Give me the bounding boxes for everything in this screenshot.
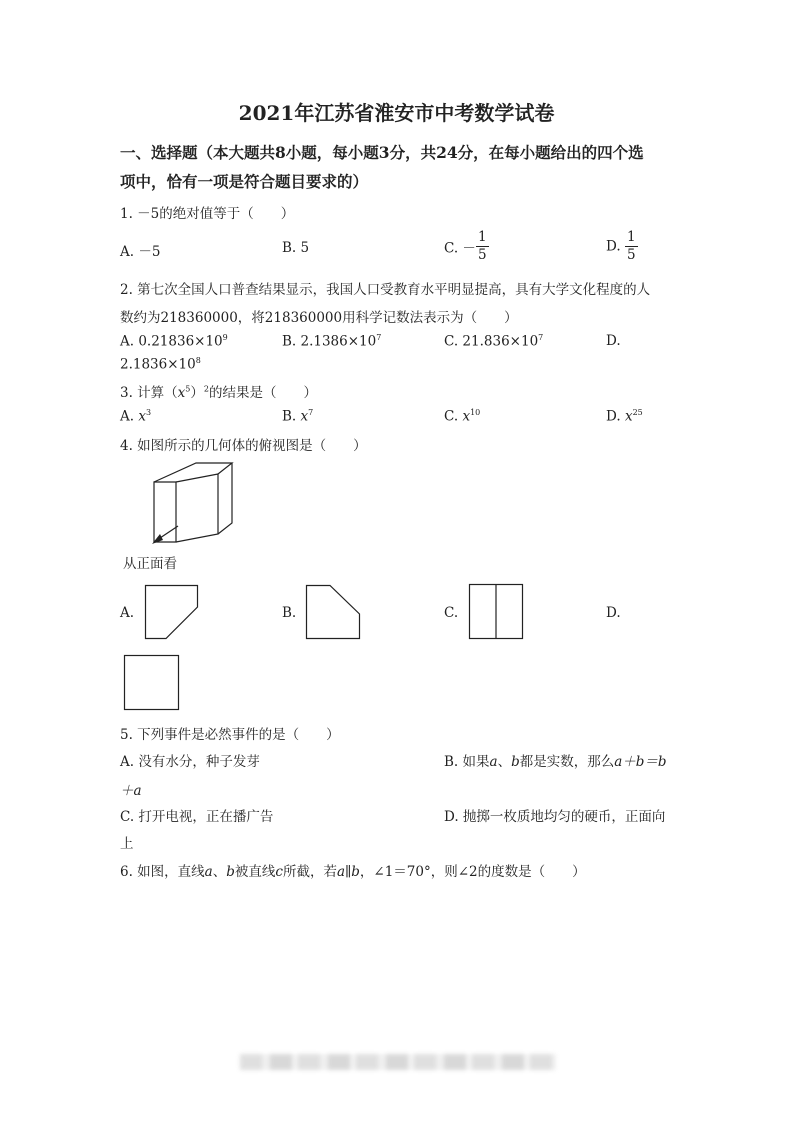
q4-option-c-figure: [469, 584, 523, 639]
q3-stem-exp: 5: [185, 384, 191, 394]
q3-stem-part3: 的结果是（ ）: [208, 385, 317, 401]
section-header-line1: 一、选择题（本大题共8小题，每小题3分，共24分，在每小题给出的四个选: [120, 143, 644, 162]
q4-view-label: 从正面看: [123, 556, 177, 572]
q2-option-b-text: B. 2.1386×10: [282, 333, 377, 350]
q2-option-c-exponent: 7: [538, 333, 544, 342]
q5-option-d-continued: 上: [120, 836, 134, 852]
q5-b-part2: 都是实数，那么: [519, 754, 615, 770]
q2-option-c-text: C. 21.836×10: [444, 333, 539, 350]
q1-option-c: [444, 229, 489, 264]
q3-option-c-var: x: [462, 408, 471, 425]
q6-var-a: a: [204, 864, 213, 880]
q2-option-a-text: A. 0.21836×10: [120, 333, 223, 350]
q1-c-numerator: 1: [477, 229, 487, 245]
q1-option-d-label: D.: [606, 238, 621, 255]
q4-option-d-label: D.: [606, 605, 621, 621]
q3-option-c-label: C.: [444, 408, 463, 425]
q2-stem-line1: 2. 第七次全国人口普查结果显示，我国人口受教育水平明显提高，具有大学文化程度的人: [120, 282, 651, 298]
section-header-line2: 项中，恰有一项是符合题目要求的）: [120, 172, 369, 191]
q5-option-b: [444, 750, 667, 770]
q6-part1: 6. 如图，直线: [120, 864, 205, 880]
q2-option-c: [444, 333, 543, 350]
q5-option-c: C. 打开电视，正在播广告: [120, 809, 274, 825]
q6-var-c: c: [275, 864, 283, 880]
q3-option-a-var: x: [138, 408, 146, 425]
q6-part4: ，∠1＝70°，则∠2的度数是（ ）: [359, 864, 586, 880]
q2-option-d: D.: [606, 333, 621, 349]
q3-option-d-exp: 25: [632, 408, 643, 417]
q5-option-b-continued: [120, 779, 142, 799]
q3-stem-exp2: 2: [203, 384, 209, 394]
q3-option-a: [120, 408, 151, 425]
q4-option-b-figure: [306, 585, 360, 639]
q4-option-c-label: C.: [444, 605, 459, 621]
q2-option-a-exponent: 9: [222, 333, 228, 342]
exam-title: 2021年江苏省淮安市中考数学试卷: [238, 101, 555, 125]
q6-var-b: b: [226, 864, 235, 880]
q4-option-a-figure: [145, 585, 198, 639]
q1-option-b: B. 5: [282, 240, 310, 256]
q3-option-d-label: D.: [606, 408, 625, 425]
q5-b-equation-cont: ＋a: [120, 783, 142, 799]
q5-b-var-b: b: [511, 754, 520, 770]
q1-option-c-fraction: [476, 229, 489, 264]
q3-stem-part1: 3. 计算（: [120, 385, 178, 401]
footer-watermark: [240, 1054, 556, 1070]
q3-option-a-label: A.: [120, 408, 139, 425]
q1-option-c-label: C. －: [444, 240, 476, 257]
q3-stem: [120, 381, 317, 401]
q5-stem: 5. 下列事件是必然事件的是（ ）: [120, 727, 340, 743]
q2-option-d-continued: [120, 356, 201, 373]
q2-option-d-exponent: 8: [195, 356, 201, 365]
q2-option-a: [120, 333, 228, 350]
q3-option-b-var: x: [300, 408, 309, 425]
q1-c-denominator: 5: [477, 246, 487, 263]
q3-stem-var: x: [177, 385, 186, 401]
q5-b-part1: B. 如果: [444, 754, 490, 770]
q1-option-d: [606, 229, 638, 264]
q4-stem: 4. 如图所示的几何体的俯视图是（ ）: [120, 438, 367, 454]
q2-stem-line2: 数约为218360000，将218360000用科学记数法表示为（ ）: [120, 310, 518, 326]
q5-b-sep: 、: [497, 754, 512, 770]
q1-stem: 1. －5的绝对值等于（ ）: [120, 206, 295, 222]
q6-stem: [120, 860, 586, 880]
q5-option-d: D. 抛掷一枚质地均匀的硬币，正面向: [444, 809, 666, 825]
q3-option-d-var: x: [624, 408, 633, 425]
q1-d-numerator: 1: [626, 229, 636, 245]
q5-b-var-a: a: [489, 754, 498, 770]
q3-option-c-exp: 10: [470, 408, 481, 417]
q3-option-d: [606, 408, 643, 425]
q3-stem-part2: ）: [190, 385, 204, 401]
q2-option-d-text: 2.1836×10: [120, 356, 196, 373]
q4-option-a-label: A.: [120, 605, 135, 621]
q3-option-b-label: B.: [282, 408, 301, 425]
q6-sep: 、: [212, 864, 227, 880]
q6-part2: 被直线: [234, 864, 276, 880]
q1-option-d-fraction: [625, 229, 638, 264]
q6-part3: 所截，若: [282, 864, 337, 880]
q3-option-a-exp: 3: [145, 408, 152, 417]
q3-option-b: [282, 408, 313, 425]
q4-solid-figure: [140, 460, 250, 550]
q3-option-b-exp: 7: [308, 408, 314, 417]
q5-b-equation: a＋b＝b: [614, 754, 667, 770]
q3-option-c: [444, 408, 480, 425]
q5-option-a: A. 没有水分，种子发芽: [120, 754, 260, 770]
q1-option-a: A. －5: [120, 244, 161, 260]
q2-option-b: [282, 333, 381, 350]
q4-option-b-label: B.: [282, 605, 297, 621]
q1-d-denominator: 5: [626, 246, 636, 263]
q2-option-b-exponent: 7: [376, 333, 382, 342]
q6-condition: a∥b: [336, 864, 360, 880]
q4-option-d-figure: [124, 655, 179, 710]
